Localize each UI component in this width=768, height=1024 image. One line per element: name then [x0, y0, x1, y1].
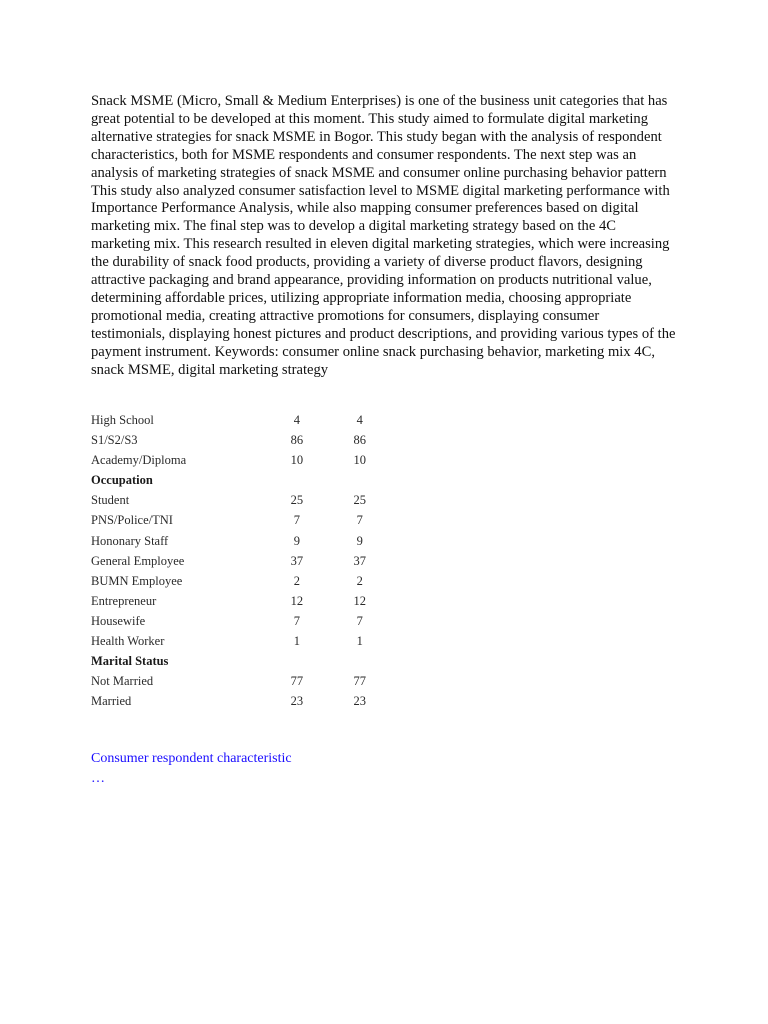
row-label: Academy/Diploma: [91, 453, 187, 468]
row-value-1: 9: [293, 533, 300, 548]
table-row: [91, 510, 391, 530]
row-value-2: 37: [353, 553, 367, 568]
row-value-1: 12: [290, 593, 304, 608]
row-label: PNS/Police/TNI: [91, 513, 173, 528]
table-row: [91, 551, 391, 571]
row-value-2: 12: [353, 593, 367, 608]
row-value-2: 2: [356, 573, 363, 588]
row-value-2: [329, 651, 391, 671]
row-value-2: 86: [353, 433, 367, 448]
row-label: Student: [91, 493, 130, 508]
section-header-row: [91, 470, 391, 490]
table-row: [91, 531, 391, 551]
row-value-1: 7: [293, 513, 300, 528]
section-header-row: [91, 651, 391, 671]
table-row: [91, 450, 391, 470]
row-label: General Employee: [91, 553, 185, 568]
row-value-2: 4: [356, 413, 363, 427]
row-value-1: 10: [290, 453, 304, 468]
table-row: [91, 671, 391, 691]
respondent-table: [91, 410, 391, 711]
more-ellipsis-link[interactable]: …: [91, 771, 105, 786]
row-label: BUMN Employee: [91, 573, 183, 588]
row-label: Married: [91, 694, 132, 709]
row-value-2: 77: [353, 674, 367, 689]
row-label: High School: [91, 413, 154, 427]
row-label: S1/S2/S3: [91, 433, 138, 448]
row-value-1: 4: [293, 413, 300, 427]
row-value-1: 23: [290, 694, 304, 709]
row-value-1: 7: [293, 613, 300, 628]
abstract-paragraph: Snack MSME (Micro, Small & Medium Enterprises) is one of the business unit categories that has great potential to be developed at this moment. This study aimed to formulate digital marketing alternative strategies for snack MSME in Bogor. This study began with the analysis of respondent characteristics, both for MSME respondents and consumer respondents. The next step was an analysis of marketing strategies of snack MSME and consumer online purchasing behavior pattern This study also analyzed consumer satisfaction level to MSME digital marketing performance with Importance Performance Analysis, while also mapping consumer preferences based on digital marketing mix. The final step was to develop a digital marketing strategy based on the 4C marketing mix. This research resulted in eleven digital marketing strategies, which were increasing the durability of snack food products, providing a variety of diverse product flavors, designing attractive packaging and brand appearance, providing information on products nutritional value, determining affordable prices, utilizing appropriate information media, choosing appropriate promotional media, creating attractive promotions for consumers, displaying consumer testimonials, displaying honest pictures and product descriptions, and providing various types of the payment instrument. Keywords: consumer online snack purchasing behavior, marketing mix 4C, snack MSME, digital marketing strategy: [91, 93, 676, 378]
row-label: Entrepreneur: [91, 593, 157, 608]
table-row: [91, 430, 391, 450]
row-value-1: 1: [293, 634, 300, 649]
row-label: Health Worker: [91, 634, 165, 649]
figure-caption-link[interactable]: Consumer respondent characteristic: [91, 751, 292, 766]
row-value-1: 2: [293, 573, 300, 588]
table-row: [91, 410, 391, 430]
row-value-1: 77: [290, 674, 304, 689]
row-value-2: [329, 470, 391, 490]
row-value-2: 7: [356, 513, 363, 528]
row-value-1: 25: [290, 493, 304, 508]
row-value-2: 25: [353, 493, 367, 508]
row-value-2: 10: [353, 453, 367, 468]
row-value-2: 9: [356, 533, 363, 548]
row-value-1: 37: [290, 553, 304, 568]
table-row: [91, 571, 391, 591]
row-label: Housewife: [91, 613, 146, 628]
section-header-occupation: Occupation: [91, 473, 153, 488]
section-header-marital-status: Marital Status: [91, 654, 169, 669]
row-value-1: [265, 651, 328, 671]
respondent-characteristics-figure: [91, 410, 391, 718]
table-row: [91, 611, 391, 631]
table-row: [91, 490, 391, 510]
table-row: [91, 691, 391, 711]
row-label: Not Married: [91, 674, 154, 689]
row-value-2: 1: [356, 634, 363, 649]
table-row: [91, 631, 391, 651]
row-value-2: 7: [356, 613, 363, 628]
table-row: [91, 591, 391, 611]
row-value-1: [265, 470, 328, 490]
row-label: Hononary Staff: [91, 533, 169, 548]
row-value-1: 86: [290, 433, 304, 448]
row-value-2: 23: [353, 694, 367, 709]
